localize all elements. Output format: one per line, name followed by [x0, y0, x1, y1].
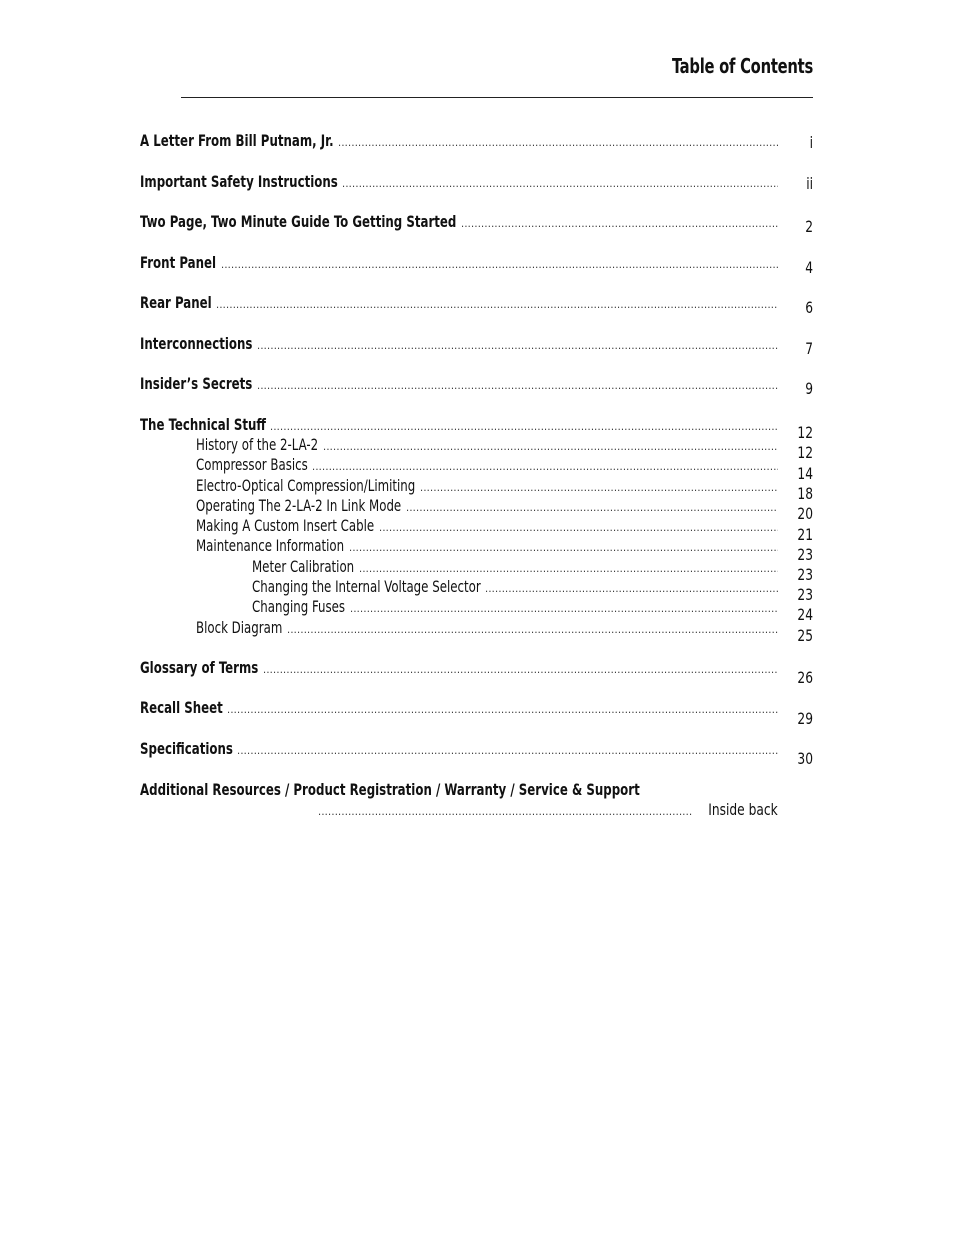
leader-dots	[237, 741, 778, 759]
toc-entry-label: Glossary of Terms	[140, 658, 259, 677]
toc-entry[interactable]	[0, 536, 954, 564]
toc-entry[interactable]	[0, 658, 954, 687]
toc-entry-line	[140, 780, 780, 800]
toc-entry-line	[196, 618, 778, 638]
toc-entry[interactable]	[0, 374, 954, 398]
toc-entry-line	[196, 435, 778, 455]
toc-entry-line	[252, 557, 778, 577]
toc-entry-label: Two Page, Two Minute Guide To Getting Started	[140, 212, 457, 231]
toc-page-number: Inside back	[708, 800, 778, 819]
toc-entry-label: Maintenance Information	[196, 536, 345, 555]
toc-page-number: 25	[797, 626, 813, 645]
toc-page-number: 23	[797, 565, 813, 584]
toc-entry[interactable]	[0, 172, 954, 192]
toc-entry-line	[140, 131, 778, 151]
toc-page-number: 4	[805, 258, 813, 277]
title-divider	[181, 97, 813, 98]
toc-entry[interactable]	[0, 415, 954, 442]
toc-page-number: 23	[797, 545, 813, 564]
toc-page-number: 12	[797, 443, 813, 462]
toc-entry-label: Changing Fuses	[252, 597, 346, 616]
toc-entry-line	[140, 374, 778, 394]
toc-entry-line	[140, 739, 778, 759]
toc-page-number: 14	[797, 464, 813, 483]
leader-dots	[270, 417, 778, 435]
toc-entry-line	[140, 334, 778, 354]
toc-entry[interactable]	[0, 739, 954, 768]
toc-page-number: 7	[805, 339, 813, 358]
leader-dots	[227, 700, 778, 718]
toc-entry-line	[252, 597, 778, 617]
leader-dots	[312, 457, 778, 475]
leader-dots	[461, 214, 778, 232]
toc-entry-additional-resources[interactable]	[0, 780, 954, 824]
toc-page-number: 21	[797, 525, 813, 544]
leader-dots	[221, 255, 778, 273]
toc-entry-label: Changing the Internal Voltage Selector	[252, 577, 481, 596]
toc-entry-label: Rear Panel	[140, 293, 212, 312]
leader-dots	[359, 559, 778, 577]
toc-entry-line	[140, 212, 778, 232]
toc-entry[interactable]	[0, 131, 954, 151]
leader-dots	[257, 376, 778, 394]
page-title: Table of Contents	[671, 54, 813, 78]
toc-page-number: 26	[797, 668, 813, 687]
toc-entry-label: Insider’s Secrets	[140, 374, 253, 393]
toc-page-number: 2	[805, 217, 813, 236]
toc-entry-label: The Technical Stuff	[140, 415, 266, 434]
toc-entry-label: Interconnections	[140, 334, 253, 353]
toc-entry-line	[140, 698, 778, 718]
toc-entry-line	[196, 496, 778, 516]
toc-entry-label: Block Diagram	[196, 618, 283, 637]
leader-dots	[420, 478, 778, 496]
toc-entry-page-line	[318, 800, 778, 820]
leader-dots	[323, 437, 778, 455]
toc-page-number: ii	[806, 174, 813, 193]
toc-page-number: 9	[805, 379, 813, 398]
toc-entry[interactable]	[0, 293, 954, 317]
leader-dots	[287, 620, 778, 638]
toc-entry[interactable]	[0, 557, 954, 584]
leader-dots	[257, 336, 778, 354]
toc-entry-line	[140, 253, 778, 273]
toc-entry-label: History of the 2-LA-2	[196, 435, 319, 454]
leader-dots	[342, 174, 778, 192]
toc-entry[interactable]	[0, 496, 954, 523]
toc-entry-label: Front Panel	[140, 253, 217, 272]
toc-entry[interactable]	[0, 577, 954, 604]
toc-entry-label: Additional Resources / Product Registration / Warranty / Service & Support	[140, 780, 640, 799]
toc-entry-label: Meter Calibration	[252, 557, 355, 576]
toc-entry[interactable]	[0, 597, 954, 624]
toc-entry-line	[140, 415, 778, 435]
toc-page-number: 30	[797, 749, 813, 768]
toc-entry-line	[140, 172, 778, 192]
toc-entry[interactable]	[0, 516, 954, 544]
toc-entry[interactable]	[0, 212, 954, 236]
toc-page-number: 20	[797, 504, 813, 523]
toc-page-number: 23	[797, 585, 813, 604]
leader-dots	[318, 802, 692, 820]
toc-entry[interactable]	[0, 476, 954, 503]
toc-entry[interactable]	[0, 334, 954, 358]
toc-page-number: 18	[797, 484, 813, 503]
toc-page-number: 6	[805, 298, 813, 317]
toc-entry-label: Recall Sheet	[140, 698, 223, 717]
toc-entry-line	[140, 658, 778, 678]
toc-entry-label: Specifications	[140, 739, 233, 758]
toc-entry-label: Electro-Optical Compression/Limiting	[196, 476, 416, 495]
leader-dots	[216, 295, 778, 313]
leader-dots	[350, 599, 778, 617]
leader-dots	[379, 518, 778, 536]
leader-dots	[338, 133, 778, 151]
toc-entry-label: Making A Custom Insert Cable	[196, 516, 375, 535]
toc-page-number: 12	[797, 423, 813, 442]
toc-entry[interactable]	[0, 253, 954, 277]
toc-entry[interactable]	[0, 455, 954, 483]
toc-entry[interactable]	[0, 618, 954, 645]
toc-entry-line	[140, 293, 778, 313]
toc-entry-line	[252, 577, 778, 597]
toc-entry-label: A Letter From Bill Putnam, Jr.	[140, 131, 334, 150]
toc-entry-label: Important Safety Instructions	[140, 172, 338, 191]
leader-dots	[349, 538, 778, 556]
toc-entry-line	[196, 516, 778, 536]
toc-entry[interactable]	[0, 435, 954, 462]
toc-page-number: 24	[797, 605, 813, 624]
toc-entry-label: Compressor Basics	[196, 455, 308, 474]
toc-page-number: 29	[797, 709, 813, 728]
toc-entry-line	[196, 455, 778, 475]
leader-dots	[406, 498, 778, 516]
toc-page-number: i	[809, 133, 813, 152]
toc-entry-line	[196, 536, 778, 556]
toc-entry-label: Operating The 2-LA-2 In Link Mode	[196, 496, 402, 515]
toc-entry-line	[196, 476, 778, 496]
leader-dots	[485, 579, 778, 597]
leader-dots	[263, 660, 778, 678]
toc-entry[interactable]	[0, 698, 954, 728]
